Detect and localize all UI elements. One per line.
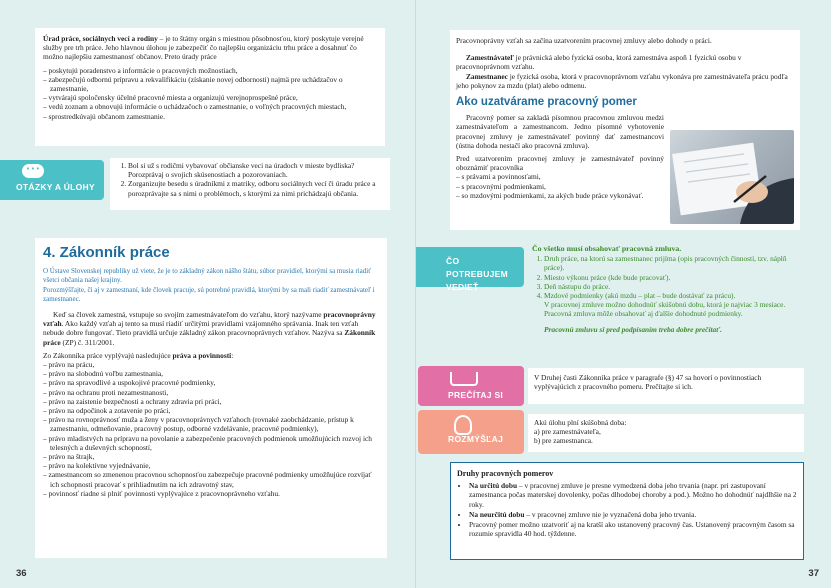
- list-item: – vedú zoznam a obnovujú informácie o uchádzačoch o zamestnanie, o voľných pracovných miestach,: [43, 102, 377, 111]
- list-item: 1. Druh práce, na ktorú sa zamestnanec prijíma (opis pracovných činností, tzv. náplň práce).: [544, 254, 798, 272]
- druhy-title: Druhy pracovných pomerov: [457, 469, 554, 478]
- precitaj-si-label: PREČÍTAJ SI: [418, 366, 524, 406]
- right-page: [416, 0, 831, 588]
- zakonnik-box: [35, 238, 387, 558]
- speech-bubble-icon: • • •: [22, 164, 44, 178]
- urad-prace-box: [35, 28, 385, 146]
- list-item: – právo na kolektívne vyjednávanie,: [43, 461, 379, 470]
- heading-uzatvarame: Ako uzatvárame pracovný pomer: [456, 96, 637, 109]
- page-number: 36: [16, 568, 27, 579]
- co-potrebujem-vediet-label: ČO POTREBUJEM VEDIEŤ: [416, 247, 524, 287]
- co-potrebujem-box: [528, 240, 804, 348]
- hand-pen-icon: [670, 130, 794, 224]
- list-item: – sprostredkúvajú občanom zamestnanie.: [43, 112, 377, 121]
- list-item: 3. Deň nástupu do práce.: [544, 282, 798, 291]
- rights-list: [43, 360, 379, 498]
- list-item: – so mzdovými podmienkami, za akých bude práce vykonávať.: [456, 191, 664, 200]
- rozmyslaj-box: Akú úlohu plní skúšobná doba: a) pre zamestnávateľa, b) pre zamestnanca.: [528, 414, 804, 452]
- book-icon: [450, 372, 478, 386]
- list-item: – právo na štrajk,: [43, 452, 379, 461]
- list-item: 2. Miesto výkonu práce (kde bude pracovať).: [544, 273, 798, 282]
- left-page: [0, 0, 415, 588]
- uzatvarame-box: [450, 30, 800, 230]
- list-item: 2. Zorganizujte besedu s úradníkmi z matriky, odboru sociálnych vecí či úradu práce a porozprávajte sa s nimi o problémoch, s ktorými za nimi prichádzajú občania.: [128, 179, 384, 197]
- list-item: 1. Bol si už s rodičmi vybavovať občianske veci na úradoch v mieste bydliska? Porozprávaj o svojich skúsenostiach a pozorovaniach.: [128, 161, 384, 179]
- urad-prace-list: [43, 66, 377, 121]
- paragraph: Zo Zákonníka práce vyplývajú nasledujúce práva a povinnosti:: [43, 350, 234, 360]
- potrebujem-extra: V pracovnej zmluve možno dohodnúť skúšobnú dobu, ktorá je najviac 3 mesiace. Pracovná zmluva môže obsahovať aj ďalšie dohodnuté podmienky. Pracovnú zmluvu si pred podpísaním treba dobre prečítať.: [544, 300, 786, 334]
- list-item: – s pracovnými podmienkami,: [456, 182, 664, 191]
- list-item: • Na neurčitú dobu – v pracovnej zmluve nie je vyznačená doba jeho trvania.: [469, 510, 797, 519]
- list-item: • Na určitú dobu – v pracovnej zmluve je presne vymedzená doba jeho trvania (napr. pri zastupovaní zamestnanca počas materskej dovolenky, počas dlhodobej choroby a pod.). Možno ho dohodnúť najdlhšie na 2 roky.: [469, 481, 797, 509]
- list-item: – vytvárajú spoločensky účelné pracovné miesta a organizujú verejnoprospešné práce,: [43, 93, 377, 102]
- intro-paragraph: O Ústave Slovenskej republiky už viete, že je to základný zákon nášho štátu, súbor pravidiel, ktorými sa musia riadiť všetci občania našej krajiny. Porozmýšľajte, či aj v zamestnaní, kde človek pracuje, sú potrebné pravidlá, ktorými by sa mali riadiť zamestnávateľ i zamestnanec.: [43, 267, 375, 303]
- druhy-box: [450, 462, 804, 560]
- druhy-list: [457, 481, 797, 538]
- signing-photo: [670, 130, 794, 224]
- urad-prace-intro: Úrad práce, sociálnych vecí a rodiny – je to štátny orgán s miestnou pôsobnosťou, ktorý poskytuje verejné služby pre trh práce. Jeho hlavnou úlohou je zabezpečiť čo najlepšiu organizáciu trhu práce a dosahnuť čo možno najlepšiu zamestnanosť občanov. Preto úrady práce: [43, 34, 364, 62]
- list-item: • Pracovný pomer možno uzatvoriť aj na kratší ako ustanovený pracovný čas. Ustanovený pracovným časom sa rozumie spravidla 40 hod. týždenne.: [469, 520, 797, 538]
- potrebujem-title: Čo všetko musí obsahovať pracovná zmluva.: [532, 244, 682, 253]
- paragraph: Keď sa človek zamestná, vstupuje so svojím zamestnávateľom do vzťahu, ktorý nazývame pracovnoprávny vzťah. Ako každý vzťah aj tento sa musí riadiť určitými pravidlami vzájomného správania. Inak ten vzťah nebude dobre fungovať. Tieto pravidlá určuje základný zákon pracovnoprávnych vzťahov. Nazýva sa Zákonník práce (ZP) č. 311/2001.: [43, 310, 376, 347]
- list-item: – právo na rovnoprávnosť muža a ženy v pracovnoprávnych vzťahoch (rovnaké zaobchádzanie, prístup k zamestnaniu, odmeňovanie, pracovný postup, odborné vzdelávanie, pracovné podmienky),: [43, 415, 379, 433]
- rozmyslaj-label: ROZMÝŠĽAJ: [418, 410, 524, 454]
- page-number: 37: [808, 568, 819, 579]
- section-title: 4. Zákonník práce: [43, 244, 170, 261]
- list-item: – s právami a povinnosťami,: [456, 172, 664, 181]
- potrebujem-list: [532, 254, 798, 300]
- otazky-a-ulohy-label: • • • OTÁZKY A ÚLOHY: [0, 160, 104, 200]
- list-item: – právo na slobodnú voľbu zamestnania,: [43, 369, 379, 378]
- precitaj-box: V Druhej časti Zákonníka práce v paragrafe (§) 47 sa hovorí o povinnostiach vyplývajúcich z pracovného pomeru. Prečítajte si ich.: [528, 368, 804, 404]
- paragraph: Zamestnanec je fyzická osoba, ktorá v pracovnoprávnom vzťahu vykonáva pre zamestnávateľa prácu podľa jeho pokynov za mzdu (plat) alebo odmenu.: [456, 71, 788, 90]
- list-item: – právo na prácu,: [43, 360, 379, 369]
- otazky-box: [110, 158, 390, 210]
- list-item: – právo mladistvých na prípravu na povolanie a zabezpečenie pracovných podmienok umožňujúcich rozvoj ich telesných a duševných schopností,: [43, 434, 379, 452]
- paragraph: Pred uzatvorením pracovnej zmluvy je zamestnávateľ povinný oboznámiť pracovníka: [456, 154, 664, 173]
- paragraph: Zamestnávateľ je právnická alebo fyzická osoba, ktorá zamestnáva aspoň 1 fyzickú osobu v pracovnoprávnom vzťahu.: [456, 53, 742, 72]
- duties-list: [456, 172, 664, 200]
- thinking-head-icon: [454, 415, 472, 435]
- list-item: – zabezpečujú odbornú prípravu a rekvalifikáciu (získanie novej odbornosti) najmä pre uchádzačov o zamestnanie,: [43, 75, 377, 93]
- list-item: 4. Mzdové podmienky (akú mzdu – plat – bude dostávať za prácu).: [544, 291, 798, 300]
- list-item: – právo na zaistenie bezpečnosti a ochrany zdravia pri práci,: [43, 397, 379, 406]
- paragraph: Pracovnoprávny vzťah sa začína uzatvorením pracovnej zmluvy alebo dohody o práci.: [456, 36, 712, 45]
- list-item: – povinnosť riadne si plniť povinnosti vyplývajúce z pracovnoprávneho vzťahu.: [43, 489, 379, 498]
- list-item: – právo na ochranu proti nezamestnanosti,: [43, 388, 379, 397]
- list-item: – zamestnancom so zmenenou pracovnou schopnosťou zabezpečuje pracovné podmienky umožňujúce rozvíjať ich schopnosti pracovať s prihliadnutím na ich zdravotný stav,: [43, 470, 379, 488]
- paragraph: Pracovný pomer sa zakladá písomnou pracovnou zmluvou medzi zamestnávateľom a zamestnancom. Jedno písomné vyhotovenie pracovnej zmluvy je zamestnávateľ povinný dať zamestnancovi (ústna dohoda nestačí ako pracovná zmluva).: [456, 113, 664, 150]
- list-item: – právo na odpočinok a zotavenie po práci,: [43, 406, 379, 415]
- list-item: – poskytujú poradenstvo a informácie o pracovných možnostiach,: [43, 66, 377, 75]
- list-item: – právo na spravodlivé a uspokojivé pracovné podmienky,: [43, 378, 379, 387]
- otazky-list: [116, 161, 384, 198]
- text-column: [456, 113, 664, 200]
